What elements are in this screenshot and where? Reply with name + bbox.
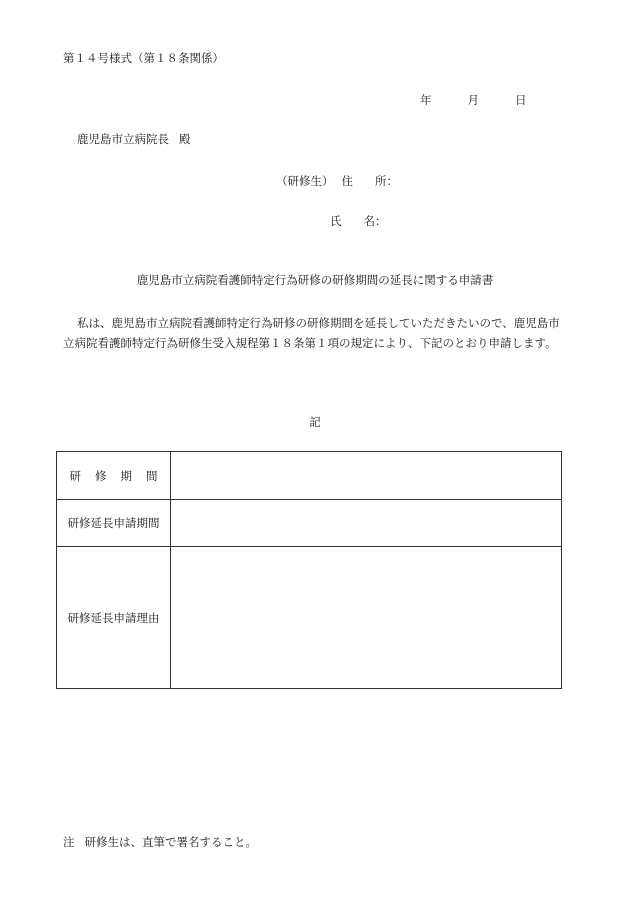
body-paragraph: 私は、鹿児島市立病院看護師特定行為研修の研修期間を延長していただきたいので、鹿児島市立病院看護師特定行為研修生受入規程第１８条第１項の規定により、下記のとおり申請します。 (63, 316, 560, 350)
table-row (57, 547, 562, 689)
addressee-name: 鹿児島市立病院長 (77, 132, 169, 146)
note-text: 研修生は、直筆で署名すること。 (84, 835, 257, 849)
extension-period-label: 研修延長申請期間 (57, 500, 171, 547)
table-row (57, 500, 562, 547)
address-label-2: 所： (375, 174, 398, 188)
addressee-suffix: 殿 (179, 132, 191, 146)
label-char: 研 (69, 468, 81, 483)
applicant-name-line (330, 213, 387, 229)
ki-heading: 記 (309, 415, 321, 429)
table-row (57, 452, 562, 500)
address-label-1: 住 (341, 174, 353, 188)
training-period-value[interactable] (171, 452, 562, 500)
date-line (420, 92, 540, 108)
name-label-1: 氏 (330, 214, 342, 228)
label-char: 期 (120, 468, 132, 483)
extension-reason-label: 研修延長申請理由 (57, 547, 171, 689)
footnote (63, 834, 257, 850)
addressee (77, 131, 191, 147)
label-char: 修 (95, 468, 107, 483)
label-char: 間 (146, 468, 158, 483)
note-prefix: 注 (63, 835, 75, 849)
applicant-role: （研修生） (276, 174, 334, 188)
applicant-address-line (276, 173, 398, 189)
extension-reason-value[interactable] (171, 547, 562, 689)
application-table (56, 451, 562, 689)
form-number: 第１４号様式（第１８条関係） (63, 51, 224, 65)
date-year-label: 年 (420, 93, 432, 107)
date-day-label: 日 (515, 93, 527, 107)
training-period-label (57, 452, 171, 500)
date-month-label: 月 (467, 93, 479, 107)
document-title: 鹿児島市立病院看護師特定行為研修の研修期間の延長に関する申請書 (136, 273, 494, 287)
extension-period-value[interactable] (171, 500, 562, 547)
name-label-2: 名： (363, 214, 387, 228)
